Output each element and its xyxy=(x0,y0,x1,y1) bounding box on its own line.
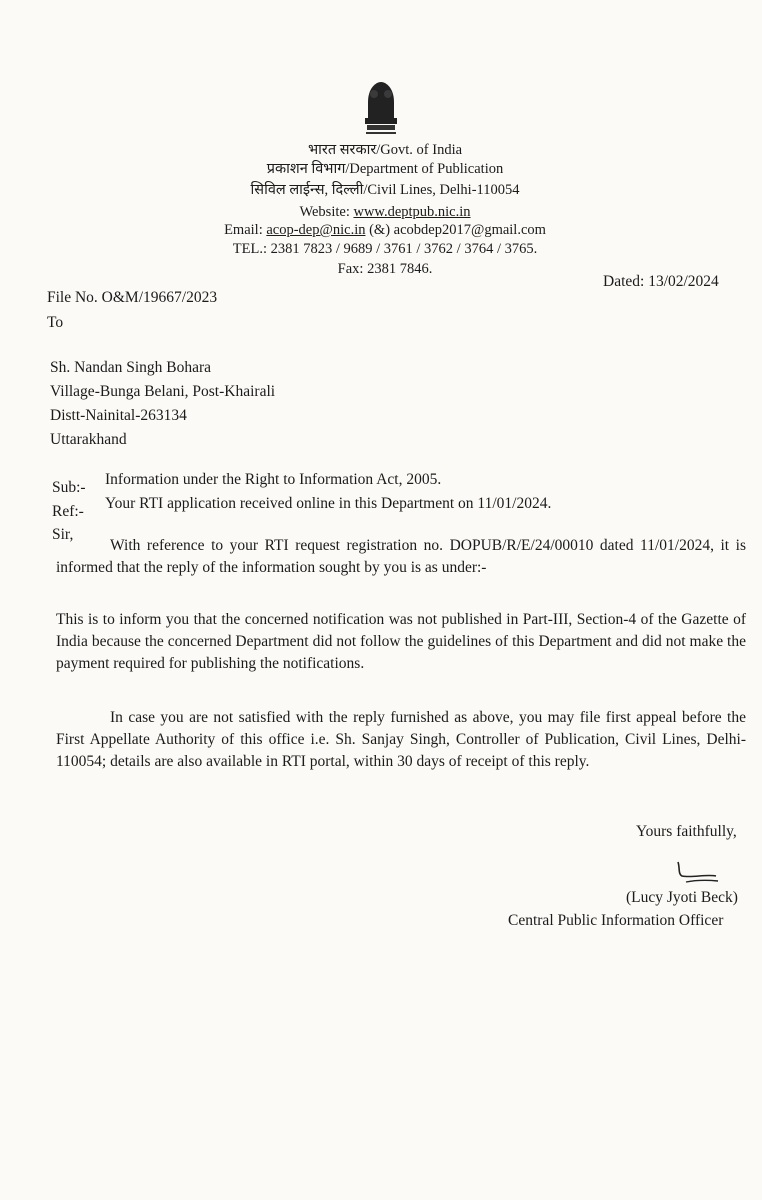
reference-text: Your RTI application received online in this Department on 11/01/2024. xyxy=(105,495,552,512)
email-label: Email: xyxy=(224,222,263,238)
reference-label: Ref:- xyxy=(52,503,84,520)
email-secondary: acobdep2017@gmail.com xyxy=(393,222,546,238)
signature-mark xyxy=(672,856,732,890)
header-govt: भारत सरकार/Govt. of India xyxy=(307,142,463,158)
dated: Dated: 13/02/2024 xyxy=(603,273,719,290)
subject-text: Information under the Right to Information Act, 2005. xyxy=(105,471,442,488)
header-fax: Fax: 2381 7846. xyxy=(337,261,433,277)
website-label: Website: xyxy=(299,204,350,220)
email-separator: (&) xyxy=(369,222,391,238)
file-no: File No. O&M/19667/2023 xyxy=(47,289,218,306)
header-department: प्रकाशन विभाग/Department of Publication xyxy=(266,161,504,177)
closing: Yours faithfully, xyxy=(636,823,737,840)
paragraph-2: This is to inform you that the concerned notification was not published in Part-III, Section-4 of the Gazette of India because the concerned Department did not follow the guidelines of this Department and did not make the payment required for publishing the notifications. xyxy=(56,611,746,672)
salutation: Sir, xyxy=(52,526,74,543)
subject-label: Sub:- xyxy=(52,479,86,496)
header-tel: TEL.: 2381 7823 / 9689 / 3761 / 3762 / 3764 / 3765. xyxy=(232,241,538,257)
recipient-line: Sh. Nandan Singh Bohara xyxy=(50,359,212,376)
header-address: सिविल लाईन्स, दिल्ली/Civil Lines, Delhi-110054 xyxy=(250,182,520,198)
header-website xyxy=(170,203,600,221)
signatory-name: (Lucy Jyoti Beck) xyxy=(626,889,738,906)
paragraph-3: In case you are not satisfied with the reply furnished as above, you may file first appeal before the First Appellate Authority of this office i.e. Sh. Sanjay Singh, Controller of Publication, Civil Lines, Delhi-110054; details are also available in RTI portal, within 30 days of receipt of this reply. xyxy=(56,709,746,770)
recipient-line: Village-Bunga Belani, Post-Khairali xyxy=(50,383,276,400)
website-link[interactable]: www.deptpub.nic.in xyxy=(353,204,471,220)
paragraph-1: With reference to your RTI request registration no. DOPUB/R/E/24/00010 dated 11/01/2024, it is informed that the reply of the information sought by you is as under:- xyxy=(56,537,746,576)
recipient-line: Uttarakhand xyxy=(50,431,127,448)
recipient-line: Distt-Nainital-263134 xyxy=(50,407,187,424)
state-emblem-icon xyxy=(360,78,402,138)
header-email xyxy=(170,221,600,239)
email-primary-link[interactable]: acop-dep@nic.in xyxy=(266,222,366,238)
signatory-title: Central Public Information Officer xyxy=(508,912,724,929)
to-label: To xyxy=(47,314,64,331)
